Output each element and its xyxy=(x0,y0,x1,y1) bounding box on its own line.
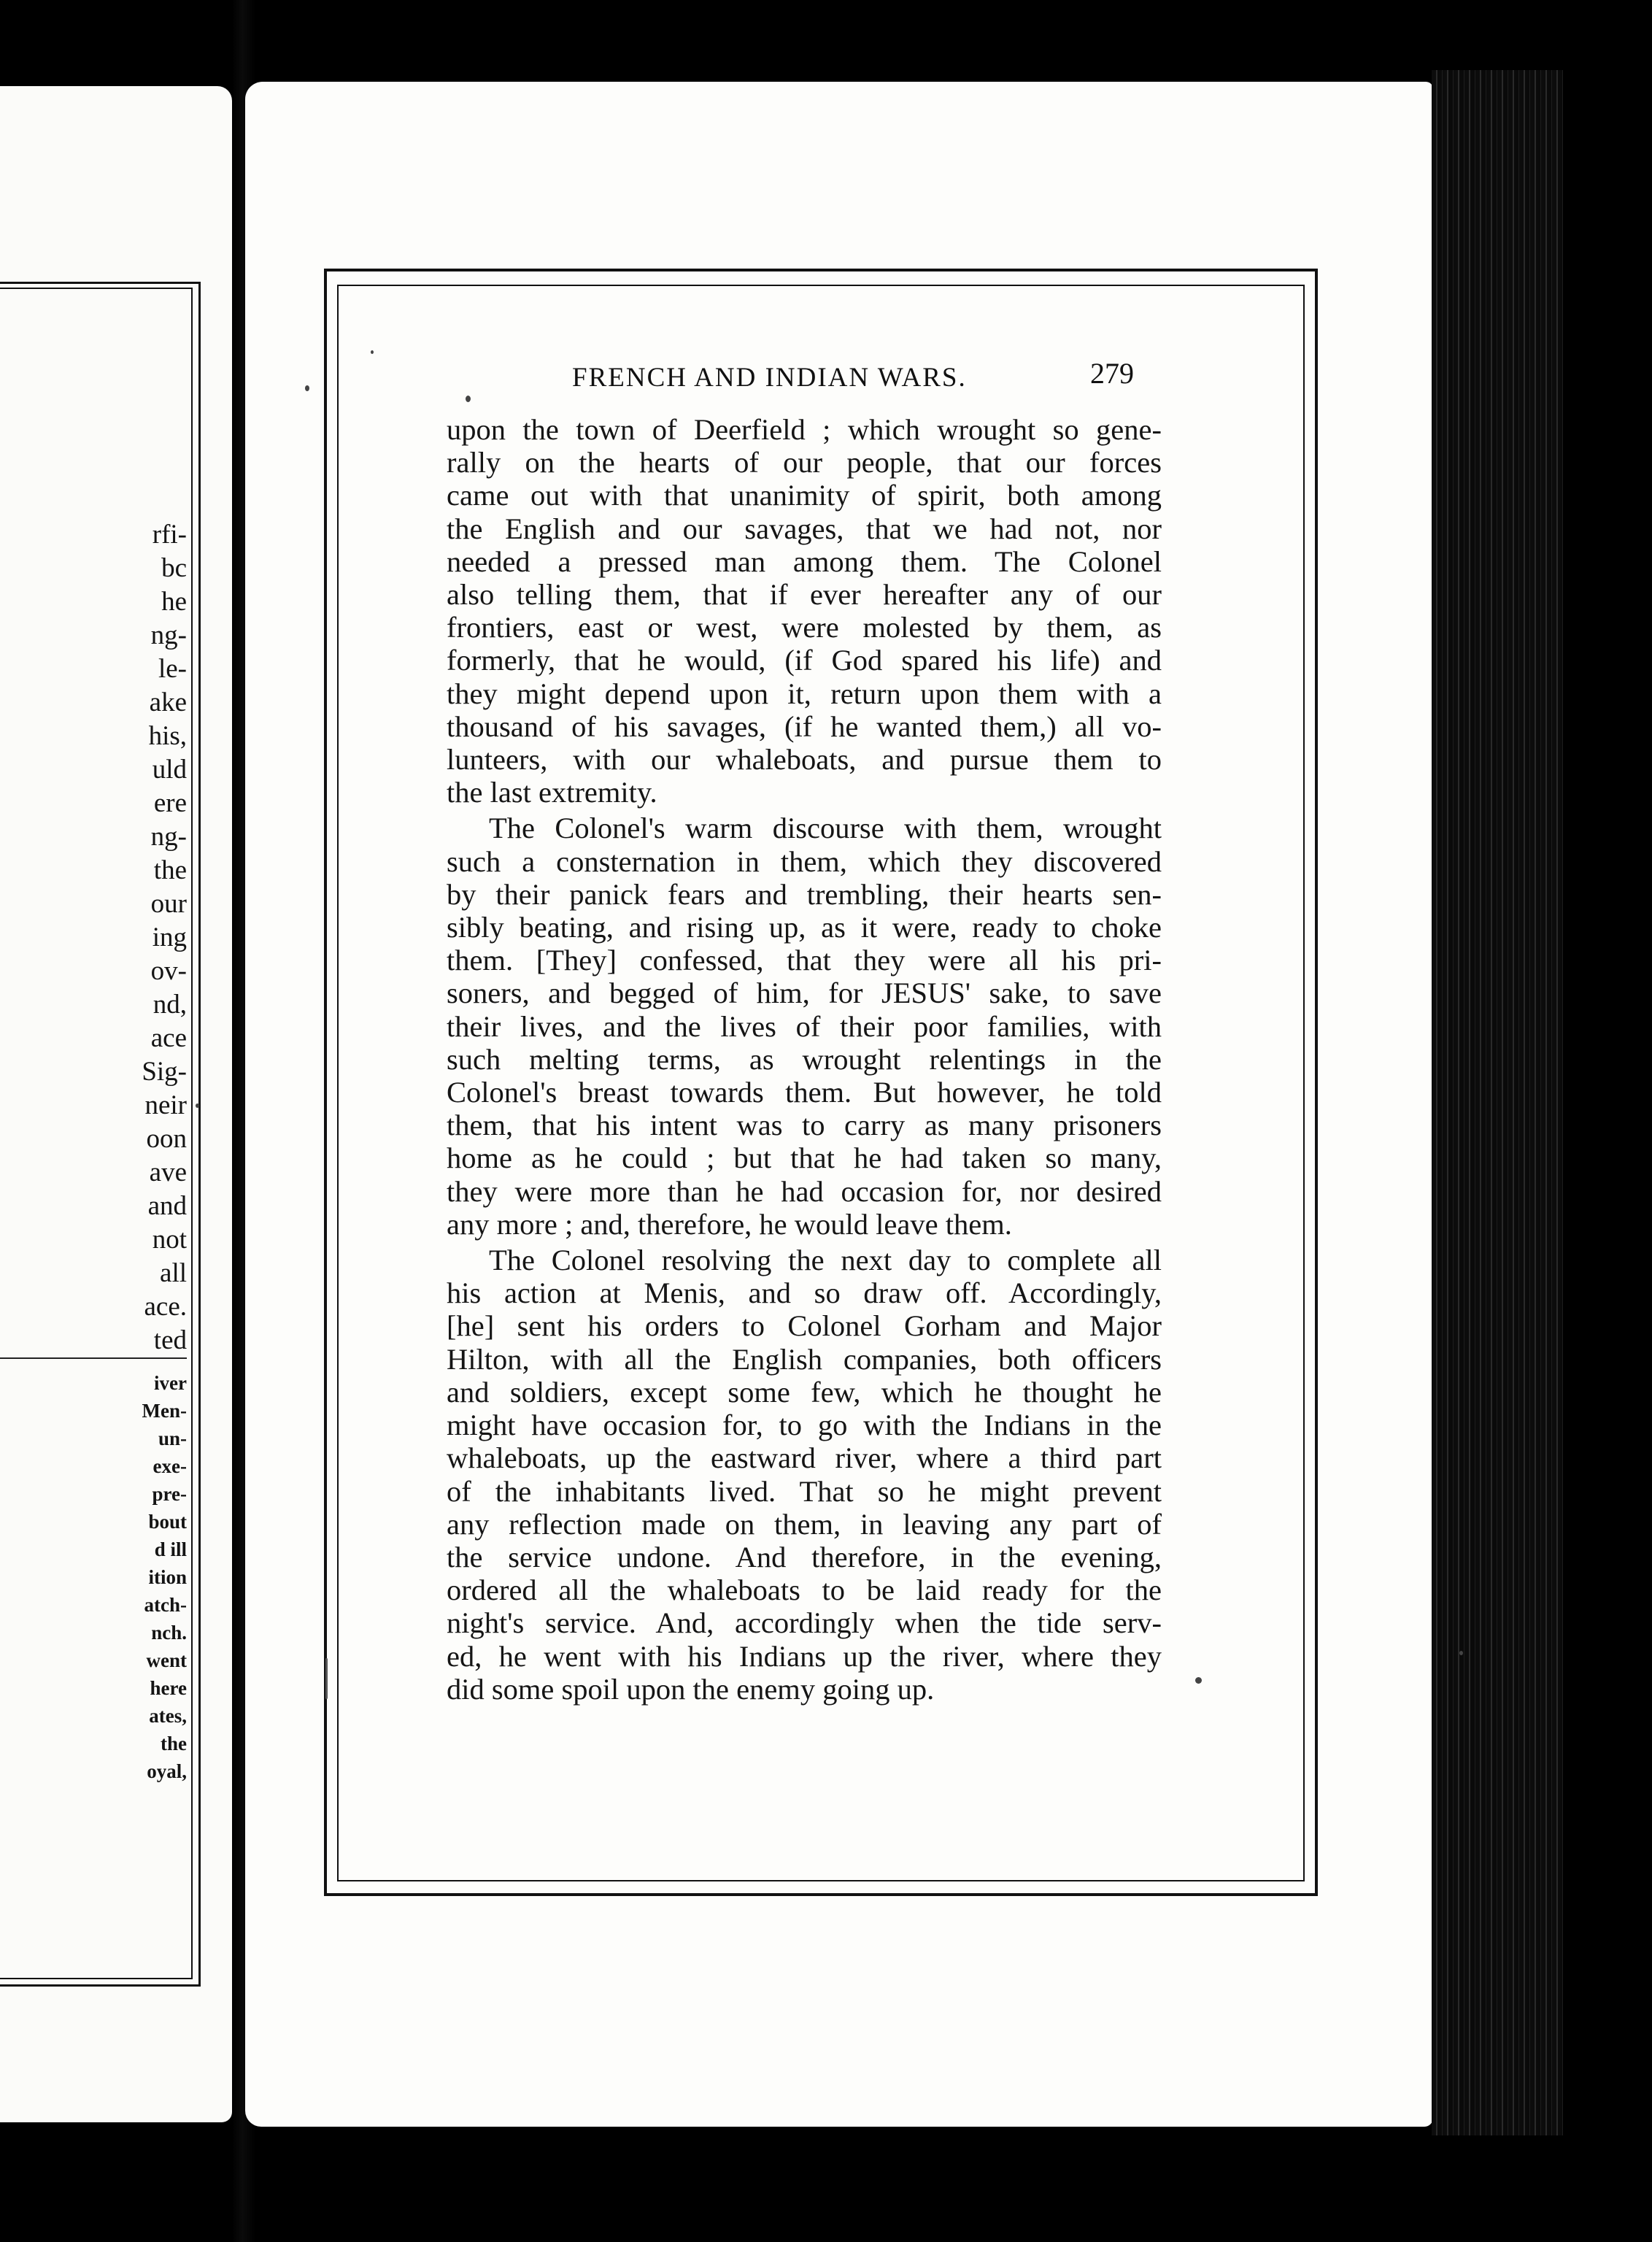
text-line: any reflection made on them, in leaving any part of xyxy=(447,1507,1162,1541)
text-line: them. [They] confessed, that they were all his pri- xyxy=(447,944,1162,977)
text-line: any more ; and, therefore, he would leave them. xyxy=(447,1207,1012,1241)
text-line: Hilton, with all the English companies, both officers xyxy=(447,1342,1162,1376)
text-line: they might depend upon it, return upon them with a xyxy=(447,677,1162,710)
left-page-text-fragments xyxy=(0,518,187,1357)
left-page-fragment: rfi- xyxy=(152,520,187,550)
text-line: and soldiers, except some few, which he thought he xyxy=(447,1375,1162,1409)
scan-speck xyxy=(325,1658,328,1699)
left-page-fragment: he xyxy=(161,587,187,617)
left-page-fragment: Sig- xyxy=(142,1057,187,1087)
text-line: such a consternation in them, which they discovered xyxy=(447,844,1162,878)
text-line: of the inhabitants lived. That so he might prevent xyxy=(447,1474,1162,1508)
left-page-fragment: ace xyxy=(150,1023,187,1053)
left-page-fragment: not xyxy=(152,1225,187,1255)
left-page-fragment: bout xyxy=(148,1511,187,1533)
left-page-fragment: oyal, xyxy=(147,1760,187,1782)
text-line: the last extremity. xyxy=(447,776,657,809)
text-line: home as he could ; but that he had taken so many, xyxy=(447,1141,1162,1175)
text-line: The Colonel's warm discourse with them, wrought xyxy=(489,812,1162,845)
left-page-fragment: here xyxy=(150,1677,187,1699)
text-line: they were more than he had occasion for, nor desired xyxy=(447,1174,1162,1208)
left-page-fragment: bc xyxy=(161,553,187,583)
left-page-fragment: our xyxy=(150,889,187,919)
text-line: their lives, and the lives of their poor families, with xyxy=(447,1009,1162,1043)
left-page-footnote-fragments xyxy=(0,1369,187,1785)
left-page-fragment: le- xyxy=(158,654,187,684)
left-page-fragment: exe- xyxy=(153,1455,187,1477)
text-line: thousand of his savages, (if he wanted them,) all vo- xyxy=(447,709,1162,743)
text-line: whaleboats, up the eastward river, where a third part xyxy=(447,1441,1162,1475)
left-page-fragment: the xyxy=(153,855,187,885)
text-line: ordered all the whaleboats to be laid ready for the xyxy=(447,1573,1162,1607)
left-page-fragment: Men- xyxy=(142,1400,187,1422)
text-line: sibly beating, and rising up, as it were, ready to choke xyxy=(447,911,1162,944)
left-page-fragment: ing xyxy=(152,922,187,952)
left-page-fragment: iver xyxy=(154,1372,187,1394)
left-page-fragment: ov- xyxy=(150,956,187,986)
left-page-fragment: all xyxy=(160,1258,187,1288)
left-page-fragment: went xyxy=(146,1649,187,1671)
left-page-fragment: nch. xyxy=(151,1622,187,1644)
left-page-fragment: neir xyxy=(144,1090,187,1120)
running-head: FRENCH AND INDIAN WARS. xyxy=(572,363,967,393)
left-page-fragment: his, xyxy=(148,721,187,751)
text-line: did some spoil upon the enemy going up. xyxy=(447,1672,935,1706)
left-page-fragment: oon xyxy=(146,1124,187,1154)
page-edges xyxy=(1432,70,1563,2135)
left-page-footnote-rule xyxy=(0,1357,187,1359)
text-line: night's service. And, accordingly when the tide serv- xyxy=(447,1606,1162,1640)
left-page-fragment: ates, xyxy=(149,1705,187,1727)
left-page-fragment: ng- xyxy=(150,822,187,852)
left-page-fragment: ave xyxy=(149,1157,187,1187)
text-line: needed a pressed man among them. The Colonel xyxy=(447,544,1162,578)
left-page-fragment: pre- xyxy=(152,1483,187,1505)
text-line: them, that his intent was to carry as many prisoners xyxy=(447,1109,1162,1142)
left-page-fragment: ng- xyxy=(150,620,187,650)
text-line: formerly, that he would, (if God spared his life) and xyxy=(447,644,1162,677)
text-line: rally on the hearts of our people, that our forces xyxy=(447,446,1162,479)
text-line: the English and our savages, that we had not, nor xyxy=(447,512,1162,545)
text-line: ed, he went with his Indians up the river, where they xyxy=(447,1639,1162,1673)
text-line: his action at Menis, and so draw off. Accordingly, xyxy=(447,1276,1162,1310)
scan-speck xyxy=(371,350,374,354)
left-page-fragment: the xyxy=(161,1733,187,1754)
text-line: came out with that unanimity of spirit, both among xyxy=(447,479,1162,512)
left-page-fragment: and xyxy=(147,1191,187,1221)
scan-speck xyxy=(305,385,309,391)
left-page-fragment: ted xyxy=(153,1325,187,1355)
text-line: [he] sent his orders to Colonel Gorham and Major xyxy=(447,1309,1162,1343)
left-page-fragment: ake xyxy=(149,687,187,717)
body-text xyxy=(447,413,1162,1706)
left-page-fragment: nd, xyxy=(153,990,187,1020)
left-page-fragment: ition xyxy=(148,1566,187,1588)
left-page-fragment: un- xyxy=(158,1428,187,1449)
left-page-fragment: d ill xyxy=(154,1538,187,1560)
text-line: The Colonel resolving the next day to complete all xyxy=(489,1244,1162,1277)
page-number: 279 xyxy=(1090,357,1134,390)
scan-speck xyxy=(196,1103,199,1108)
text-line: frontiers, east or west, were molested by them, as xyxy=(447,611,1162,644)
left-page-fragment: ace. xyxy=(144,1292,187,1322)
left-page-fragment: atch- xyxy=(144,1594,187,1616)
scan-speck xyxy=(1195,1677,1202,1684)
left-page-fragment: ere xyxy=(153,788,187,818)
text-line: such melting terms, as wrought relentings in the xyxy=(447,1042,1162,1076)
text-line: soners, and begged of him, for JESUS' sake, to save xyxy=(447,976,1162,1010)
scan-speck xyxy=(466,396,471,402)
text-line: might have occasion for, to go with the Indians in the xyxy=(447,1409,1162,1442)
text-line: lunteers, with our whaleboats, and pursue them to xyxy=(447,743,1162,777)
text-line: Colonel's breast towards them. But however, he told xyxy=(447,1076,1162,1109)
scan-speck xyxy=(1459,1651,1463,1655)
text-line: also telling them, that if ever hereafter any of our xyxy=(447,578,1162,612)
text-line: by their panick fears and trembling, their hearts sen- xyxy=(447,877,1162,911)
text-line: upon the town of Deerfield ; which wrought so gene- xyxy=(447,413,1162,446)
text-line: the service undone. And therefore, in the evening, xyxy=(447,1540,1162,1573)
left-page-fragment: uld xyxy=(152,755,187,785)
